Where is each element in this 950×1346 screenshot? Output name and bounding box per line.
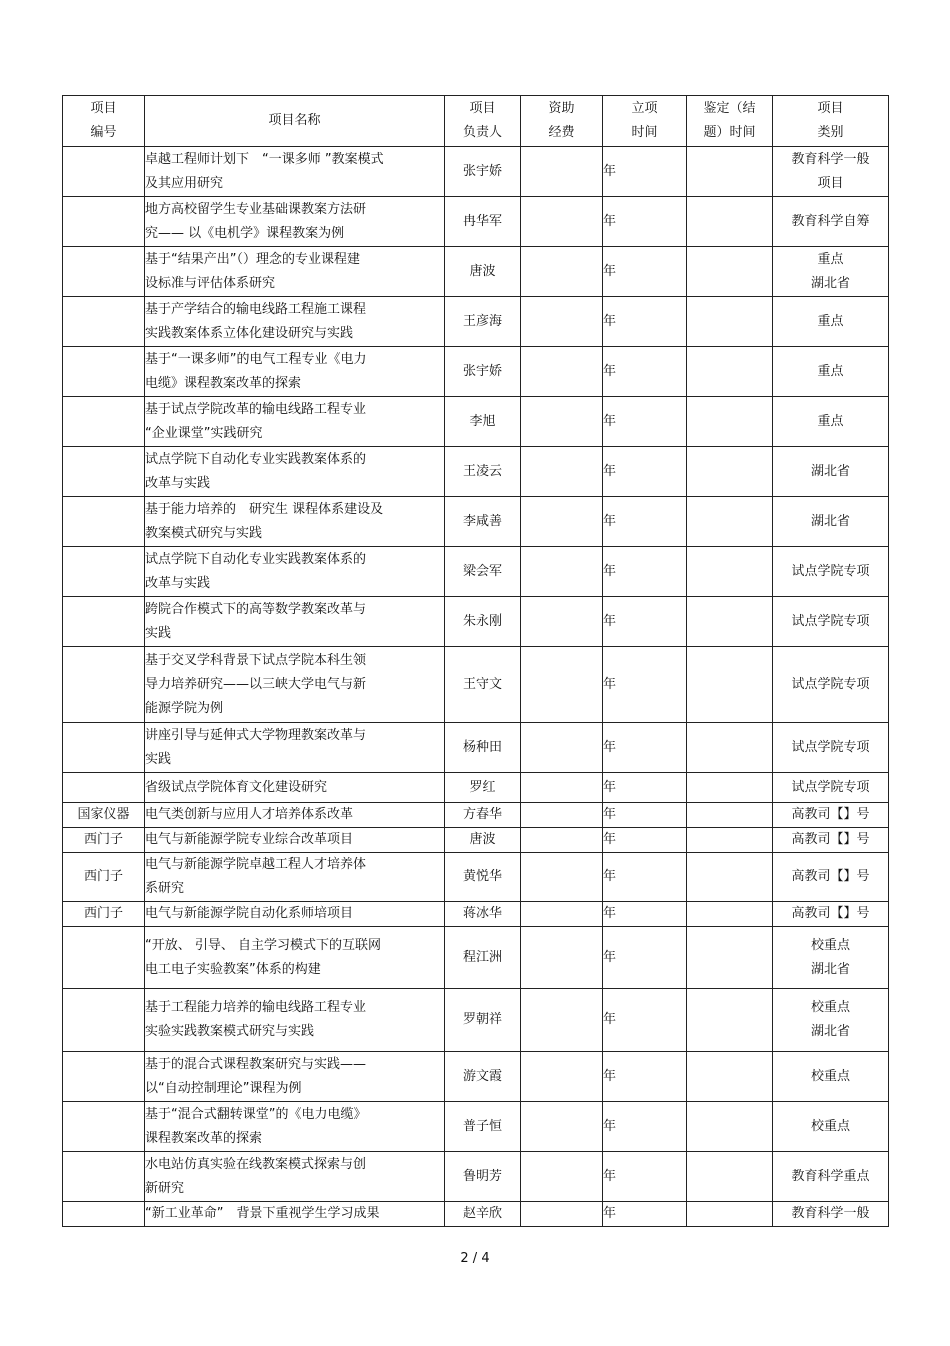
cell-category [773, 803, 889, 828]
table-row [63, 647, 889, 723]
cell-finish [687, 803, 773, 828]
cell-start: 年 [603, 828, 687, 853]
cell-funding [521, 597, 603, 647]
cell-leader: 王彦海 [445, 297, 521, 347]
cell-finish [687, 1152, 773, 1202]
cell-category [773, 597, 889, 647]
cell-name [145, 347, 445, 397]
cell-funding [521, 647, 603, 723]
cell-leader: 冉华军 [445, 197, 521, 247]
header-finish: 鉴定（结 题）时间 [687, 96, 773, 147]
cell-code [63, 989, 145, 1052]
cell-code [63, 597, 145, 647]
name-line: 新研究 [145, 1180, 185, 1196]
name-line: 基于试点学院改革的输电线路工程专业 [145, 401, 367, 417]
name-line: 地方高校留学生专业基础课教案方法研 [145, 201, 367, 217]
page-number: 2 / 4 [460, 1251, 490, 1266]
cell-funding [521, 723, 603, 773]
category-line: 教育科学一般 [791, 151, 870, 167]
cell-code [63, 723, 145, 773]
name-line: 基于工程能力培养的输电线路工程专业 [145, 1000, 367, 1015]
cell-finish [687, 597, 773, 647]
category-line: 校重点 [810, 937, 850, 953]
cell-name [145, 1102, 445, 1152]
cell-funding [521, 347, 603, 397]
cell-funding [521, 197, 603, 247]
table-row [63, 723, 889, 773]
category-line: 高教司【】号 [791, 906, 870, 921]
cell-category [773, 1052, 889, 1102]
table-row [63, 247, 889, 297]
cell-category [773, 497, 889, 547]
cell-funding [521, 989, 603, 1052]
cell-funding [521, 1202, 603, 1227]
table-row [63, 1202, 889, 1227]
table-row [63, 1102, 889, 1152]
cell-finish [687, 989, 773, 1052]
cell-funding [521, 1102, 603, 1152]
header-name: 项目名称 [145, 96, 445, 147]
cell-name [145, 547, 445, 597]
cell-category [773, 547, 889, 597]
cell-start: 年 [603, 902, 687, 927]
cell-leader: 黄悦华 [445, 853, 521, 902]
name-line: 电气类创新与应用人才培养体系改革 [145, 807, 354, 822]
cell-start: 年 [603, 723, 687, 773]
cell-code [63, 247, 145, 297]
table-row [63, 773, 889, 803]
cell-name [145, 197, 445, 247]
cell-funding [521, 773, 603, 803]
header-leader: 项目 负责人 [445, 96, 521, 147]
cell-start: 年 [603, 397, 687, 447]
table-row [63, 447, 889, 497]
name-line: 设标准与评估体系研究 [145, 275, 276, 291]
cell-code [63, 497, 145, 547]
table-header-row [63, 96, 889, 147]
cell-finish [687, 853, 773, 902]
cell-funding [521, 828, 603, 853]
table-row [63, 853, 889, 902]
category-line: 高教司【】号 [791, 832, 870, 847]
name-line: 课程教案改革的探索 [145, 1130, 263, 1146]
cell-leader: 杨种田 [445, 723, 521, 773]
category-line: 湖北省 [810, 463, 850, 479]
name-line: 讲座引导与延伸式大学物理教案改革与 [145, 727, 367, 743]
cell-finish [687, 297, 773, 347]
cell-category [773, 397, 889, 447]
table-row [63, 347, 889, 397]
cell-funding [521, 247, 603, 297]
cell-code: 西门子 [63, 853, 145, 902]
cell-category [773, 147, 889, 197]
table-row [63, 547, 889, 597]
cell-funding [521, 447, 603, 497]
name-line: 以“自动控制理论”课程为例 [145, 1080, 302, 1096]
category-line: 高教司【】号 [791, 869, 870, 884]
cell-funding [521, 927, 603, 989]
cell-code [63, 447, 145, 497]
category-line: 教育科学自筹 [791, 213, 870, 229]
cell-code [63, 1202, 145, 1227]
table-row [63, 397, 889, 447]
cell-code [63, 927, 145, 989]
cell-name [145, 853, 445, 902]
cell-leader: 梁会军 [445, 547, 521, 597]
name-line: 及其应用研究 [145, 175, 224, 191]
name-line: 系研究 [145, 881, 185, 896]
cell-leader: 唐波 [445, 828, 521, 853]
cell-start: 年 [603, 927, 687, 989]
cell-finish [687, 1202, 773, 1227]
cell-name [145, 803, 445, 828]
category-line: 试点学院专项 [791, 676, 870, 692]
cell-funding [521, 1152, 603, 1202]
table-row [63, 803, 889, 828]
cell-category [773, 853, 889, 902]
cell-leader: 方春华 [445, 803, 521, 828]
category-line: 试点学院专项 [791, 563, 870, 579]
table-row [63, 927, 889, 989]
cell-name [145, 447, 445, 497]
cell-name [145, 1052, 445, 1102]
cell-funding [521, 147, 603, 197]
name-line: “新工业革命” 背景下重视学生学习成果 [145, 1206, 380, 1221]
cell-category [773, 723, 889, 773]
cell-leader: 鲁明芳 [445, 1152, 521, 1202]
cell-name [145, 902, 445, 927]
cell-code [63, 1102, 145, 1152]
name-line: 实践 [145, 751, 172, 767]
cell-start: 年 [603, 1152, 687, 1202]
cell-start: 年 [603, 989, 687, 1052]
name-line: 试点学院下自动化专业实践教案体系的 [145, 451, 367, 467]
cell-name [145, 927, 445, 989]
cell-finish [687, 247, 773, 297]
cell-finish [687, 347, 773, 397]
cell-start: 年 [603, 447, 687, 497]
cell-name [145, 397, 445, 447]
header-code: 项目 编号 [63, 96, 145, 147]
cell-code [63, 1152, 145, 1202]
cell-finish [687, 497, 773, 547]
cell-finish [687, 1052, 773, 1102]
header-funding: 资助 经费 [521, 96, 603, 147]
cell-funding [521, 1052, 603, 1102]
cell-finish [687, 723, 773, 773]
cell-code [63, 773, 145, 803]
cell-code [63, 397, 145, 447]
name-line: 水电站仿真实验在线教案模式探索与创 [145, 1156, 367, 1172]
cell-name [145, 497, 445, 547]
header-start: 立项 时间 [603, 96, 687, 147]
cell-code [63, 647, 145, 723]
cell-name [145, 247, 445, 297]
cell-category [773, 828, 889, 853]
cell-name [145, 828, 445, 853]
category-line: 湖北省 [810, 513, 850, 529]
cell-leader: 罗朝祥 [445, 989, 521, 1052]
cell-start: 年 [603, 497, 687, 547]
cell-category [773, 927, 889, 989]
category-line: 试点学院专项 [791, 779, 870, 795]
cell-category [773, 647, 889, 723]
cell-name [145, 1152, 445, 1202]
name-line: 卓越工程师计划下 “一课多师 ”教案模式 [145, 151, 384, 167]
name-line: 基于“结果产出”（）理念的专业课程建 [145, 251, 360, 267]
cell-name [145, 597, 445, 647]
cell-leader: 蒋冰华 [445, 902, 521, 927]
cell-name [145, 773, 445, 803]
cell-category [773, 902, 889, 927]
cell-finish [687, 647, 773, 723]
category-line: 重点 [817, 363, 844, 379]
header-category: 项目 类别 [773, 96, 889, 147]
cell-finish [687, 547, 773, 597]
cell-name [145, 989, 445, 1052]
cell-funding [521, 547, 603, 597]
cell-start: 年 [603, 647, 687, 723]
cell-code: 国家仪器 [63, 803, 145, 828]
category-line: 教育科学重点 [791, 1168, 870, 1184]
cell-code [63, 547, 145, 597]
cell-leader: 王守文 [445, 647, 521, 723]
cell-leader: 罗红 [445, 773, 521, 803]
name-line: 电工电子实验教案”体系的构建 [145, 961, 321, 977]
name-line: 基于能力培养的 研究生 课程体系建设及 [145, 501, 384, 517]
table-row [63, 902, 889, 927]
name-line: 实践 [145, 625, 172, 641]
table-row [63, 597, 889, 647]
cell-leader: 张宇娇 [445, 347, 521, 397]
cell-finish [687, 902, 773, 927]
cell-name [145, 723, 445, 773]
cell-category [773, 447, 889, 497]
cell-funding [521, 397, 603, 447]
name-line: 基于“混合式翻转课堂”的《电力电缆》 [145, 1106, 367, 1122]
cell-category [773, 1102, 889, 1152]
cell-leader: 张宇娇 [445, 147, 521, 197]
cell-leader: 游文霞 [445, 1052, 521, 1102]
cell-finish [687, 773, 773, 803]
name-line: 教案模式研究与实践 [145, 525, 263, 541]
name-line: 基于交叉学科背景下试点学院本科生领 [145, 652, 367, 668]
table-row [63, 147, 889, 197]
cell-finish [687, 1102, 773, 1152]
name-line: 实践教案体系立体化建设研究与实践 [145, 325, 354, 341]
name-line: 电气与新能源学院专业综合改革项目 [145, 832, 354, 847]
category-line: 校重点 [810, 1068, 850, 1084]
name-line: 能源学院为例 [145, 700, 224, 716]
cell-start: 年 [603, 297, 687, 347]
name-line: 究—— 以《电机学》课程教案为例 [145, 225, 345, 241]
table-row [63, 497, 889, 547]
cell-category [773, 347, 889, 397]
name-line: 电气与新能源学院卓越工程人才培养体 [145, 857, 367, 872]
cell-start: 年 [603, 247, 687, 297]
cell-finish [687, 197, 773, 247]
table-row [63, 1052, 889, 1102]
name-line: 基于产学结合的输电线路工程施工课程 [145, 301, 367, 317]
cell-code [63, 297, 145, 347]
project-table [62, 95, 889, 1227]
table-row [63, 1152, 889, 1202]
cell-start: 年 [603, 803, 687, 828]
cell-start: 年 [603, 347, 687, 397]
category-line: 项目 [817, 175, 844, 191]
cell-leader: 赵辛欣 [445, 1202, 521, 1227]
name-line: 导力培养研究——以三峡大学电气与新 [145, 676, 367, 692]
cell-start: 年 [603, 1052, 687, 1102]
cell-code: 西门子 [63, 902, 145, 927]
cell-leader: 普子恒 [445, 1102, 521, 1152]
cell-leader: 程江洲 [445, 927, 521, 989]
category-line: 湖北省 [810, 275, 850, 291]
category-line: 重点 [817, 251, 844, 267]
cell-finish [687, 828, 773, 853]
cell-finish [687, 927, 773, 989]
cell-finish [687, 447, 773, 497]
table-row [63, 828, 889, 853]
cell-name [145, 647, 445, 723]
category-line: 湖北省 [810, 961, 850, 977]
cell-code [63, 197, 145, 247]
cell-finish [687, 147, 773, 197]
cell-category [773, 1152, 889, 1202]
cell-leader: 李旭 [445, 397, 521, 447]
cell-name [145, 297, 445, 347]
table-row [63, 989, 889, 1052]
cell-start: 年 [603, 853, 687, 902]
cell-funding [521, 497, 603, 547]
name-line: 实验实践教案模式研究与实践 [145, 1024, 315, 1039]
table-row [63, 197, 889, 247]
cell-start: 年 [603, 197, 687, 247]
cell-category [773, 989, 889, 1052]
cell-name [145, 147, 445, 197]
cell-leader: 王凌云 [445, 447, 521, 497]
name-line: 基于的混合式课程教案研究与实践—— [145, 1056, 367, 1072]
cell-category [773, 773, 889, 803]
name-line: 跨院合作模式下的高等数学教案改革与 [145, 601, 367, 617]
cell-code: 西门子 [63, 828, 145, 853]
category-line: 重点 [817, 413, 844, 429]
cell-code [63, 347, 145, 397]
cell-start: 年 [603, 1102, 687, 1152]
cell-category [773, 1202, 889, 1227]
name-line: 电缆》课程教案改革的探索 [145, 375, 302, 391]
name-line: “开放、 引导、 自主学习模式下的互联网 [145, 937, 381, 953]
cell-category [773, 297, 889, 347]
category-line: 高教司【】号 [791, 807, 870, 822]
cell-leader: 李咸善 [445, 497, 521, 547]
category-line: 重点 [817, 313, 844, 329]
name-line: 电气与新能源学院自动化系师培项目 [145, 906, 354, 921]
cell-leader: 唐波 [445, 247, 521, 297]
category-line: 校重点 [810, 1000, 850, 1015]
name-line: 省级试点学院体育文化建设研究 [145, 779, 328, 795]
cell-code [63, 1052, 145, 1102]
name-line: 改革与实践 [145, 575, 211, 591]
name-line: 改革与实践 [145, 475, 211, 491]
cell-start: 年 [603, 773, 687, 803]
name-line: “企业课堂”实践研究 [145, 425, 263, 441]
cell-name [145, 1202, 445, 1227]
cell-category [773, 247, 889, 297]
cell-funding [521, 853, 603, 902]
category-line: 校重点 [810, 1118, 850, 1134]
cell-category [773, 197, 889, 247]
category-line: 试点学院专项 [791, 613, 870, 629]
name-line: 试点学院下自动化专业实践教案体系的 [145, 551, 367, 567]
cell-funding [521, 803, 603, 828]
cell-funding [521, 902, 603, 927]
category-line: 试点学院专项 [791, 739, 870, 755]
category-line: 教育科学一般 [791, 1206, 870, 1221]
table-row [63, 297, 889, 347]
cell-start: 年 [603, 1202, 687, 1227]
cell-start: 年 [603, 597, 687, 647]
name-line: 基于“一课多师”的电气工程专业《电力 [145, 351, 367, 367]
cell-code [63, 147, 145, 197]
cell-leader: 朱永刚 [445, 597, 521, 647]
cell-start: 年 [603, 147, 687, 197]
category-line: 湖北省 [810, 1024, 850, 1039]
cell-finish [687, 397, 773, 447]
cell-start: 年 [603, 547, 687, 597]
cell-funding [521, 297, 603, 347]
